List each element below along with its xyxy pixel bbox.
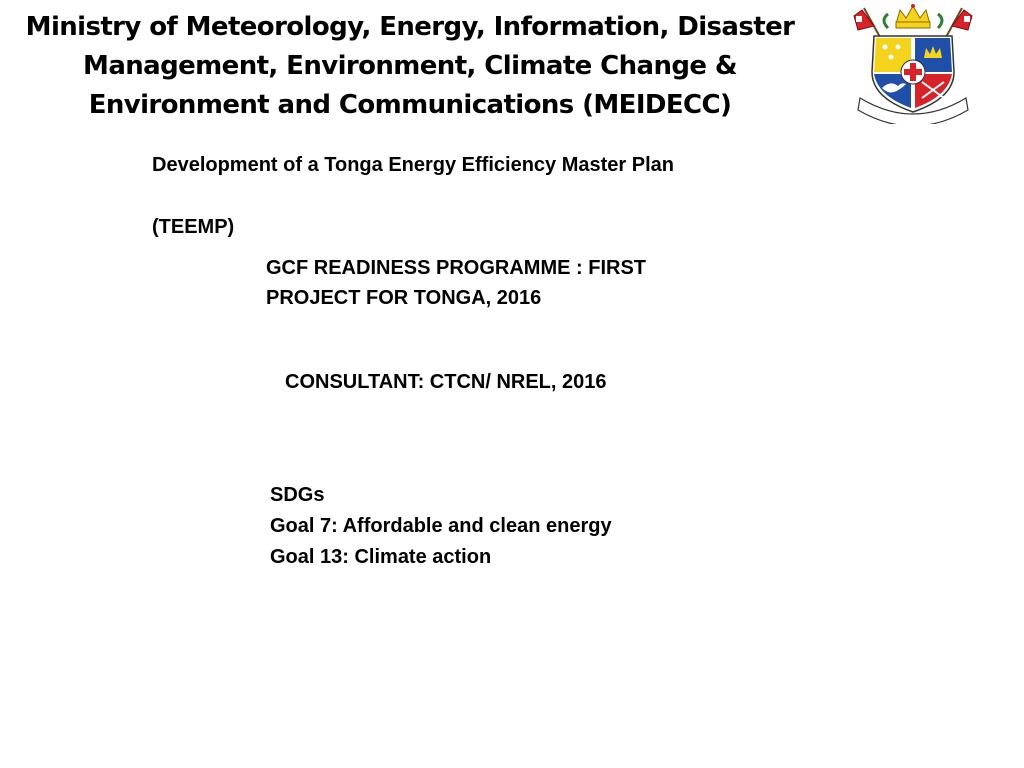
ministry-title — [20, 8, 800, 125]
sdg-goal-item: Goal 7: Affordable and clean energy — [270, 515, 612, 537]
ministry-title-line: Management, Environment, Climate Change & — [83, 51, 737, 81]
ministry-title-line: Ministry of Meteorology, Energy, Information, Disaster — [25, 12, 795, 42]
sdgs-heading: SDGs — [270, 484, 325, 506]
gcf-line: PROJECT FOR TONGA, 2016 — [266, 287, 542, 309]
consultant-line: CONSULTANT: CTCN/ NREL, 2016 — [285, 371, 607, 393]
sdgs-list — [270, 480, 790, 573]
crown-icon — [896, 4, 930, 28]
gcf-programme-heading — [266, 253, 786, 313]
tonga-coat-of-arms-icon — [850, 2, 976, 124]
project-title: Development of a Tonga Energy Efficiency Master Plan — [152, 154, 674, 176]
project-acronym: (TEEMP) — [152, 216, 235, 238]
gcf-line: GCF READINESS PROGRAMME : FIRST — [266, 257, 647, 279]
sdg-goal-item: Goal 13: Climate action — [270, 546, 492, 568]
ministry-title-line: Environment and Communications (MEIDECC) — [88, 90, 732, 120]
